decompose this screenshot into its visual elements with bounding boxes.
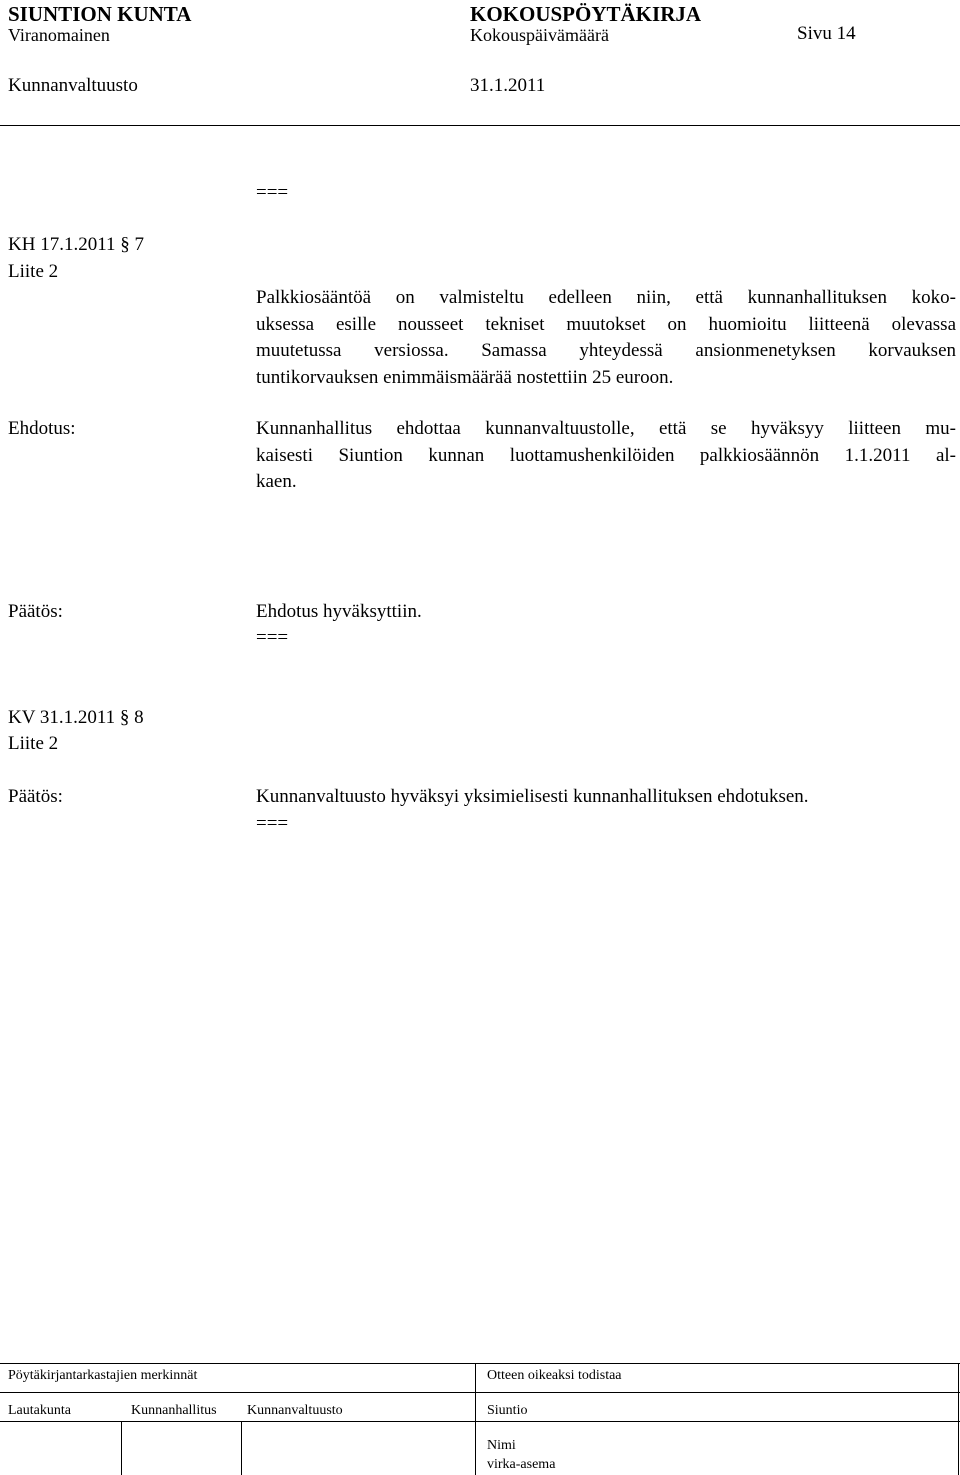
page-number: Sivu 14 [797, 23, 856, 44]
authority-label: Viranomainen [8, 25, 110, 45]
footer-right-border [958, 1363, 959, 1475]
proposal-label: Ehdotus: [8, 418, 76, 439]
proposal-paragraph [256, 416, 956, 496]
footer-name-label: Nimi [487, 1438, 516, 1453]
kh-attachment: Liite 2 [8, 261, 59, 282]
document-type: KOKOUSPÖYTÄKIRJA [470, 2, 702, 26]
authority-name: Kunnanvaltuusto [8, 75, 138, 96]
kh-paragraph-line: Palkkiosääntöä on valmisteltu edelleen niin, että kunnanhallituksen koko- [256, 287, 956, 308]
kh-paragraph-line: tuntikorvauksen enimmäismäärää nostettiin 25 euroon. [256, 366, 674, 388]
kv-reference: KV 31.1.2011 § 8 [8, 707, 144, 728]
kv-decision-text: Kunnanvaltuusto hyväksyi yksimielisesti kunnanhallituksen ehdotuksen. [256, 786, 809, 807]
footer-divider-2 [241, 1421, 242, 1475]
separator-2: === [256, 627, 289, 648]
footer-col-council: Kunnanvaltuusto [247, 1403, 343, 1418]
checkers-label: Pöytäkirjantarkastajien merkinnät [8, 1368, 198, 1383]
header-divider [0, 125, 960, 126]
footer-row-line [0, 1421, 960, 1422]
proposal-paragraph-line: kaen. [256, 471, 297, 492]
separator-1: === [256, 182, 289, 203]
kh-decision-label: Päätös: [8, 601, 63, 622]
kh-paragraph-line: muutetussa versiossa. Samassa yhteydessä ansionmenetyksen korvauksen [256, 340, 956, 361]
kh-reference: KH 17.1.2011 § 7 [8, 234, 144, 255]
meeting-date: 31.1.2011 [470, 75, 546, 96]
footer-col-executive: Kunnanhallitus [131, 1403, 217, 1418]
footer-col-board: Lautakunta [8, 1403, 71, 1418]
certified-label: Otteen oikeaksi todistaa [487, 1368, 622, 1383]
proposal-paragraph-line: kaisesti Siuntion kunnan luottamushenkilöiden palkkiosäännön 1.1.2011 al- [256, 444, 956, 466]
proposal-paragraph-line: Kunnanhallitus ehdottaa kunnanvaltuustolle, että se hyväksyy liitteen mu- [256, 418, 956, 439]
footer-title-label: virka-asema [487, 1457, 556, 1472]
meeting-date-label: Kokouspäivämäärä [470, 25, 609, 45]
footer-place: Siuntio [487, 1403, 528, 1418]
kh-paragraph-line: uksessa esille nousseet tekniset muutokset on huomioitu liitteenä olevassa [256, 313, 956, 335]
kv-attachment: Liite 2 [8, 733, 59, 754]
separator-3: === [256, 813, 289, 834]
kh-paragraph [256, 285, 956, 391]
kv-decision-label: Päätös: [8, 786, 63, 807]
footer-divider-3 [475, 1363, 476, 1475]
footer-mid-line [0, 1392, 960, 1393]
footer-top-line [0, 1363, 960, 1364]
kh-decision-text: Ehdotus hyväksyttiin. [256, 601, 422, 622]
municipality-name: SIUNTION KUNTA [8, 2, 192, 26]
footer-divider-1 [121, 1421, 122, 1475]
